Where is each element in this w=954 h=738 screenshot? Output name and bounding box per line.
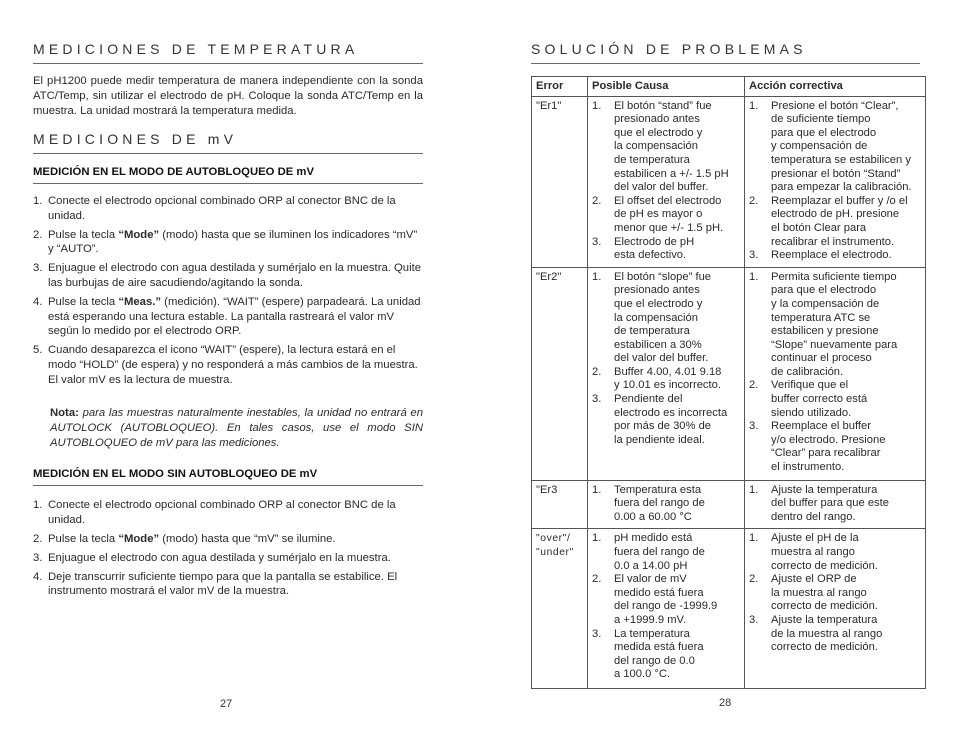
item-number: 3.: [749, 420, 759, 433]
step-number: 3.: [33, 551, 43, 564]
item-line: buffer correcto está: [771, 393, 868, 406]
item-line: medida está fuera: [614, 641, 704, 654]
temperature-paragraph: El pH1200 puede medir temperatura de manera independiente con la sonda ATC/Temp, sin utilizar el electrodo de pH. Coloque la sonda ATC/Temp en la muestra. La unidad mostrará la temperatura medida.: [33, 75, 423, 118]
header-action: Acción correctiva: [745, 77, 926, 97]
error-code-cell: [532, 480, 588, 529]
section-divider: [33, 63, 423, 64]
item-line: electrodo es incorrecta: [614, 406, 728, 419]
item-line: estabilicen y presione: [771, 325, 879, 338]
table-row: [532, 96, 926, 267]
note-text: para las muestras naturalmente inestables, la unidad no entrará en AUTOLOCK (AUTOBLOQUEO). En tales casos, use el modo SIN AUTOBLOQUEO de mV para las mediciones.: [50, 407, 423, 450]
error-code: "Er3: [536, 483, 558, 496]
item-line: Ajuste el pH de la: [771, 532, 859, 545]
item-line: muestra al rango: [771, 546, 855, 558]
item-line: la compensación: [614, 311, 698, 324]
header-cause: Posible Causa: [588, 77, 745, 97]
item-line: la muestra al rango: [771, 586, 867, 599]
item-line: menor que +/- 1.5 pH.: [614, 221, 724, 234]
item-number: 2.: [592, 365, 602, 378]
item-line: El botón “stand” fue: [614, 99, 712, 112]
item-number: 1.: [749, 532, 759, 545]
item-line: 0.00 a 60.00 °C: [614, 510, 692, 523]
item-line: de temperatura: [614, 325, 690, 338]
action-list: [749, 532, 922, 654]
list-item: [33, 570, 423, 599]
action-item: [749, 195, 922, 249]
item-line: la pendiente ideal.: [614, 433, 705, 446]
cause-cell: [588, 480, 745, 529]
table-row: [532, 529, 926, 689]
item-line: y la compensación de: [771, 297, 880, 310]
item-line: y 10.01 es incorrecto.: [614, 379, 721, 392]
step-text: Pulse la tecla: [48, 532, 119, 545]
item-line: fuera del rango de: [614, 497, 705, 510]
item-line: por más de 30% de: [614, 420, 712, 433]
item-line: presionado antes: [614, 113, 700, 126]
item-line: El valor de mV: [614, 573, 687, 586]
item-line: Verifique que el: [771, 379, 849, 392]
item-number: 1.: [749, 483, 759, 496]
item-line: estabilicen a 30%: [614, 338, 702, 351]
cause-list: [592, 484, 741, 525]
action-item: [749, 379, 922, 420]
item-number: 3.: [592, 393, 602, 406]
mv-section-title: MEDICIONES DE mV: [33, 131, 238, 147]
step-text: (modo) hasta que se iluminen los indicadores “mV” y “AUTO”.: [48, 228, 418, 256]
autolock-heading: MEDICIÓN EN EL MODO DE AUTOBLOQUEO DE mV: [33, 166, 314, 178]
item-number: 2.: [592, 573, 602, 586]
step-number: 4.: [33, 570, 43, 583]
error-code: "Er2": [536, 270, 562, 283]
item-line: Ajuste la temperatura: [771, 613, 878, 626]
list-item: [33, 228, 423, 257]
cause-list: [592, 271, 741, 448]
item-line: recalibrar el instrumento.: [771, 235, 895, 248]
note-paragraph: [50, 406, 423, 452]
item-line: Permita suficiente tiempo: [771, 270, 897, 283]
cause-list: [592, 100, 741, 263]
action-item: [749, 100, 922, 195]
cause-cell: [588, 96, 745, 267]
error-code: "over"/ "under": [536, 533, 574, 558]
action-cell: [745, 96, 926, 267]
item-line: estabilicen a +/- 1.5 pH: [614, 167, 729, 180]
list-item: [33, 194, 423, 223]
item-number: 1.: [749, 270, 759, 283]
item-line: “Slope” nuevamente para: [771, 338, 898, 351]
item-line: Buffer 4.00, 4.01 9.18: [614, 365, 722, 378]
step-text: Enjuague el electrodo con agua destilada y sumérjalo en la muestra.: [48, 551, 391, 564]
item-line: el instrumento.: [771, 461, 845, 474]
item-line: 0.0 a 14.00 pH: [614, 559, 688, 572]
page-number-left: 27: [220, 698, 233, 710]
subheading-divider: [33, 183, 423, 184]
item-line: temperatura se estabilicen y: [771, 153, 911, 166]
step-text: Cuando desaparezca el icono “WAIT” (espere), la lectura estará en el modo “HOLD” (de espera) y no responderá a más cambios de la muestra. El valor mV es la lectura de muestra.: [48, 344, 418, 386]
cause-item: [592, 532, 741, 573]
item-number: 2.: [749, 573, 759, 586]
action-list: [749, 484, 922, 525]
step-number: 5.: [33, 344, 43, 357]
item-line: correcto de medición.: [771, 559, 878, 572]
no-autolock-heading: MEDICIÓN EN EL MODO SIN AUTOBLOQUEO DE mV: [33, 468, 318, 480]
item-number: 1.: [592, 532, 602, 545]
item-line: la compensación: [614, 140, 698, 153]
list-item: [33, 498, 423, 527]
step-text: Conecte el electrodo opcional combinado ORP al conector BNC de la unidad.: [48, 499, 396, 526]
item-line: de calibración.: [771, 365, 844, 378]
list-item: [33, 343, 423, 387]
step-key: “Mode”: [118, 532, 160, 545]
step-text: Conecte el electrodo opcional combinado ORP al conector BNC de la unidad.: [48, 195, 396, 222]
item-number: 2.: [749, 194, 759, 207]
item-line: del rango de 0.0: [614, 654, 695, 667]
item-line: “Clear” para recalibrar: [771, 447, 881, 460]
item-number: 1.: [592, 483, 602, 496]
step-text: Enjuague el electrodo con agua destilada y sumérjalo en la muestra. Quite las burbujas de aire sacudiendo/agitando la sonda.: [48, 262, 422, 289]
item-line: del rango de -1999.9: [614, 600, 718, 613]
item-line: presionado antes: [614, 284, 700, 297]
action-list: [749, 100, 922, 263]
action-cell: [745, 529, 926, 689]
table-body: [532, 96, 926, 688]
item-line: temperatura ATC se: [771, 311, 871, 324]
error-code-cell: [532, 529, 588, 689]
item-line: del buffer para que este: [771, 497, 889, 510]
item-line: Temperatura esta: [614, 483, 702, 496]
step-text: Deje transcurrir suficiente tiempo para que la pantalla se estabilice. El instrumento mostrará el valor mV de la muestra.: [48, 570, 398, 598]
item-line: dentro del rango.: [771, 510, 856, 523]
item-line: Electrodo de pH: [614, 235, 695, 248]
cause-list: [592, 532, 741, 682]
item-line: La temperatura: [614, 627, 690, 640]
step-number: 4.: [33, 296, 43, 309]
step-number: 2.: [33, 228, 43, 241]
error-code-cell: [532, 96, 588, 267]
item-line: de la muestra al rango: [771, 627, 883, 640]
item-line: El offset del electrodo: [614, 194, 722, 207]
section-divider: [531, 63, 920, 64]
cause-cell: [588, 529, 745, 689]
item-line: Presione el botón “Clear”,: [771, 99, 899, 112]
step-key: “Mode”: [118, 228, 160, 241]
item-number: 3.: [592, 627, 602, 640]
item-number: 2.: [749, 379, 759, 392]
item-line: de temperatura: [614, 153, 690, 166]
item-number: 1.: [592, 99, 602, 112]
item-line: presionar el botón “Stand”: [771, 167, 901, 180]
item-line: para que el electrodo: [771, 126, 877, 139]
item-number: 2.: [592, 194, 602, 207]
item-line: a +1999.9 mV.: [614, 613, 687, 626]
step-text: Pulse la tecla: [48, 296, 119, 309]
table-row: [532, 480, 926, 529]
item-line: correcto de medición.: [771, 600, 878, 613]
step-key: “Meas.”: [118, 296, 162, 309]
cause-item: [592, 393, 741, 447]
item-line: del valor del buffer.: [614, 352, 709, 365]
error-code: "Er1": [536, 99, 562, 112]
item-line: para empezar la calibración.: [771, 181, 912, 194]
section-divider: [33, 153, 423, 154]
cause-item: [592, 366, 741, 393]
item-line: de pH es mayor o: [614, 208, 703, 221]
cause-item: [592, 195, 741, 236]
list-item: [33, 295, 423, 339]
item-line: Reemplace el electrodo.: [771, 249, 892, 262]
item-line: El botón “slope” fue: [614, 270, 712, 283]
action-item: [749, 614, 922, 655]
item-line: esta defectivo.: [614, 249, 687, 262]
item-line: correcto de medición.: [771, 641, 878, 654]
item-line: Ajuste el ORP de: [771, 573, 857, 586]
temperature-section-title: MEDICIONES DE TEMPERATURA: [33, 41, 359, 57]
item-number: 1.: [592, 270, 602, 283]
item-line: para que el electrodo: [771, 284, 877, 297]
list-item: [33, 532, 423, 547]
list-item: [33, 261, 423, 290]
action-item: [749, 573, 922, 614]
item-line: continuar el proceso: [771, 352, 872, 365]
item-line: que el electrodo y: [614, 297, 703, 310]
item-line: a 100.0 °C.: [614, 668, 671, 681]
item-line: Ajuste la temperatura: [771, 483, 878, 496]
item-number: 3.: [749, 249, 759, 262]
step-number: 3.: [33, 262, 43, 275]
no-autolock-steps-list: [33, 498, 423, 599]
item-number: 3.: [749, 613, 759, 626]
step-number: 1.: [33, 195, 43, 207]
item-number: 1.: [749, 99, 759, 112]
troubleshooting-title: SOLUCIÓN DE PROBLEMAS: [531, 41, 807, 57]
item-line: Reemplazar el buffer y /o el: [771, 194, 908, 207]
step-text: (medición). “WAIT” (espere) parpadeará. La unidad está esperando una lectura estable. La pantalla rastreará el valor mV según lo medido por el electrodo ORP.: [48, 296, 421, 338]
header-error: Error: [532, 77, 588, 97]
note-label: Nota:: [50, 407, 79, 419]
table-header-row: [532, 77, 926, 97]
item-line: siendo utilizado.: [771, 406, 852, 419]
item-line: pH medido está: [614, 532, 693, 545]
item-number: 3.: [592, 235, 602, 248]
item-line: y compensación de: [771, 140, 868, 153]
cause-item: [592, 628, 741, 682]
item-line: y/o electrodo. Presione: [771, 433, 886, 446]
error-code-cell: [532, 267, 588, 480]
item-line: el botón Clear para: [771, 221, 867, 234]
step-text: Pulse la tecla: [48, 228, 119, 241]
item-line: electrodo de pH. presione: [771, 208, 900, 221]
action-item: [749, 249, 922, 263]
page-number-right: 28: [719, 697, 732, 709]
action-cell: [745, 480, 926, 529]
item-line: medido está fuera: [614, 586, 704, 599]
item-line: Pendiente del: [614, 393, 683, 406]
action-item: [749, 484, 922, 525]
troubleshooting-table: [531, 76, 926, 689]
cause-cell: [588, 267, 745, 480]
step-text: (modo) hasta que “mV” se ilumine.: [159, 532, 336, 545]
action-item: [749, 420, 922, 474]
item-line: que el electrodo y: [614, 126, 703, 139]
table-row: [532, 267, 926, 480]
action-cell: [745, 267, 926, 480]
action-item: [749, 532, 922, 573]
subheading-divider: [33, 485, 423, 486]
autolock-steps-list: [33, 194, 423, 387]
cause-item: [592, 484, 741, 525]
list-item: [33, 551, 423, 566]
cause-item: [592, 100, 741, 195]
item-line: del valor del buffer.: [614, 181, 709, 194]
cause-item: [592, 271, 741, 366]
item-line: Reemplace el buffer: [771, 420, 871, 433]
action-list: [749, 271, 922, 475]
action-item: [749, 271, 922, 380]
cause-item: [592, 236, 741, 263]
step-number: 2.: [33, 532, 43, 545]
step-number: 1.: [33, 499, 43, 511]
item-line: de suficiente tiempo: [771, 113, 871, 126]
cause-item: [592, 573, 741, 627]
item-line: fuera del rango de: [614, 546, 705, 558]
